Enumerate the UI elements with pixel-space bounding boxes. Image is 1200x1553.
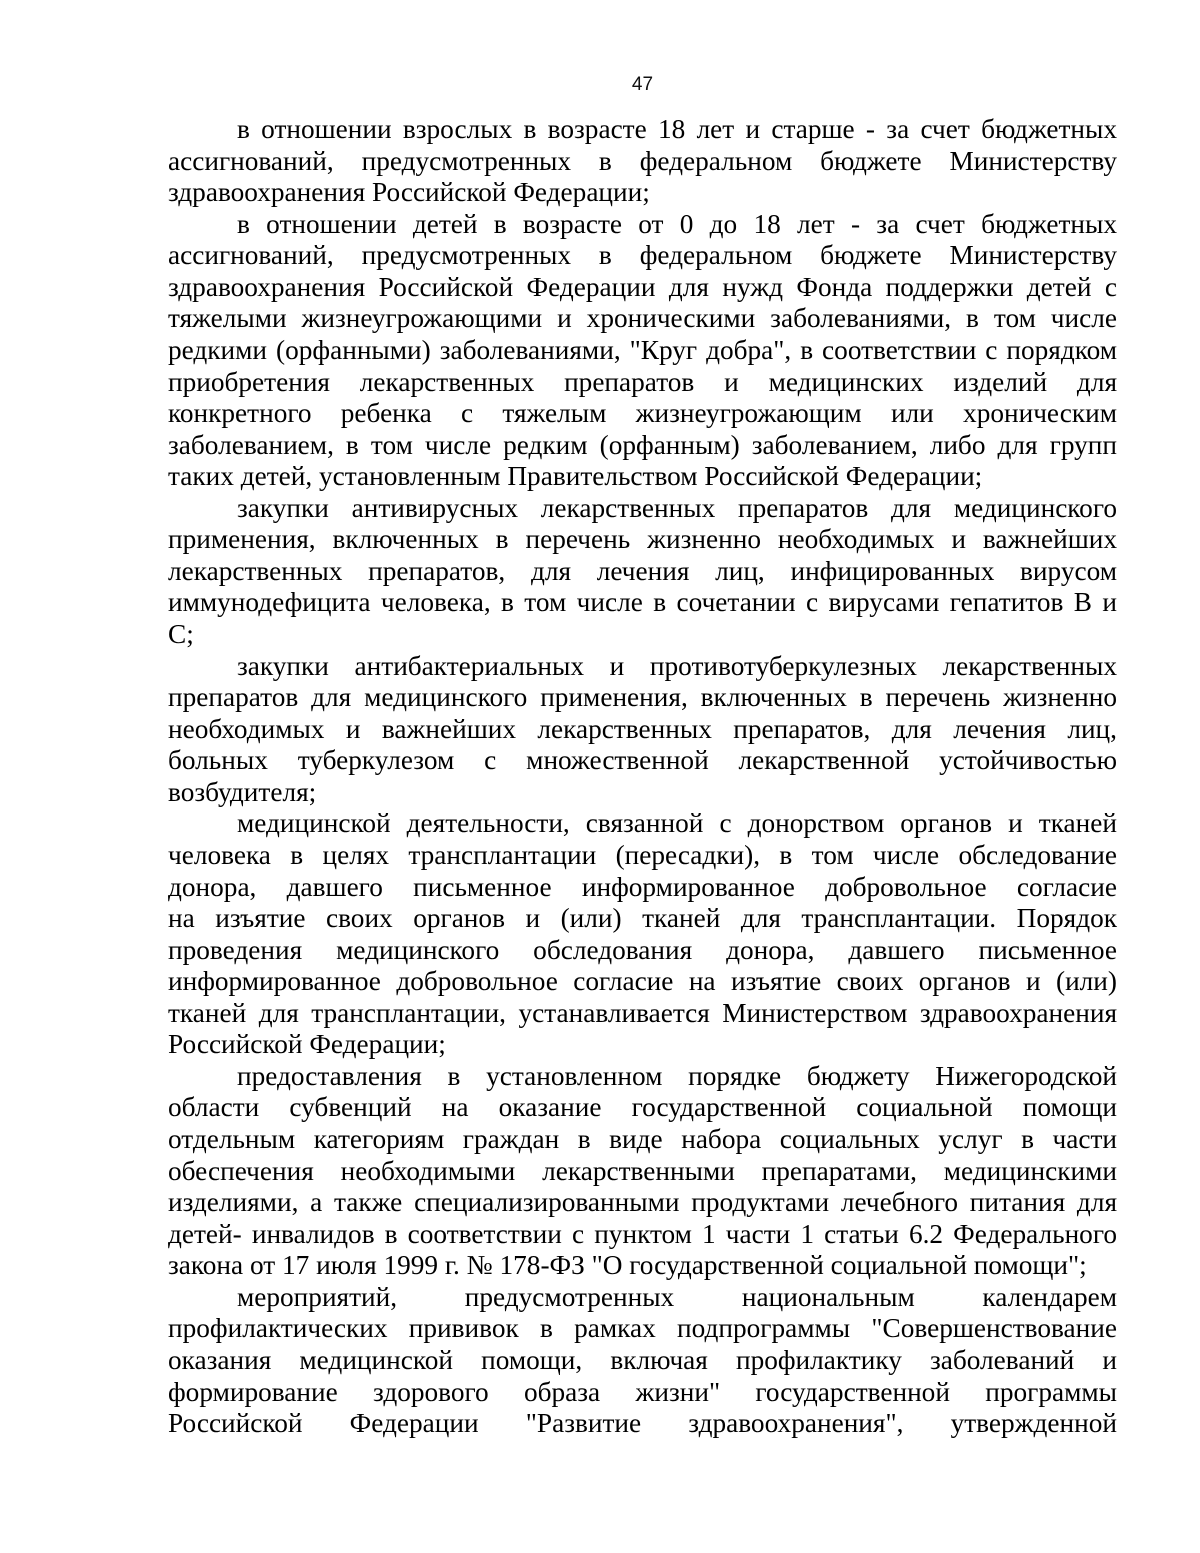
paragraph-children — [168, 209, 1117, 493]
paragraph-donation — [168, 808, 1117, 1061]
text-line: на изъятие своих органов и (или) тканей для трансплантации. Порядок — [168, 903, 1117, 934]
text-line: ассигнований, предусмотренных в федеральном бюджете Министерству — [168, 145, 1117, 176]
text-line: Российской Федерации "Развитие здравоохранения", утвержденной — [168, 1408, 1117, 1439]
text-line: формирование здорового образа жизни" государственной программы — [168, 1376, 1117, 1407]
text-line: закупки антибактериальных и противотуберкулезных лекарственных — [237, 650, 1117, 681]
text-line: тканей для трансплантации, устанавливается Министерством здравоохранения — [168, 997, 1117, 1028]
text-line: C; — [168, 619, 194, 649]
page-number: 47 — [631, 74, 654, 95]
text-line: проведения медицинского обследования донора, давшего письменное — [168, 934, 1117, 965]
text-line: оказания медицинской помощи, включая профилактику заболеваний и — [168, 1344, 1117, 1375]
document-body — [168, 114, 1117, 1440]
text-line: предоставления в установленном порядке бюджету Нижегородской — [237, 1060, 1117, 1091]
paragraph-antibacterial — [168, 651, 1117, 809]
text-line: конкретного ребенка с тяжелым жизнеугрожающим или хроническим — [168, 398, 1117, 429]
text-line: возбудителя; — [168, 776, 317, 807]
text-line: тяжелыми жизнеугрожающими и хроническими заболеваниями, в том числе — [168, 303, 1117, 334]
text-line: в отношении взрослых в возрасте 18 лет и старше - за счет бюджетных — [237, 114, 1117, 144]
text-line: донора, давшего письменное информированное добровольное согласие — [168, 871, 1117, 902]
paragraph-vaccination — [168, 1282, 1117, 1440]
paragraph-subventions — [168, 1061, 1117, 1282]
text-line: иммунодефицита человека, в том числе в сочетании с вирусами гепатитов B и — [168, 587, 1117, 618]
text-line: необходимых и важнейших лекарственных препаратов, для лечения лиц, — [168, 713, 1117, 744]
text-line: человека в целях трансплантации (пересадки), в том числе обследование — [168, 839, 1117, 870]
text-line: закупки антивирусных лекарственных препаратов для медицинского — [237, 492, 1117, 523]
text-line: изделиями, а также специализированными продуктами лечебного питания для — [168, 1187, 1117, 1218]
text-line: здравоохранения Российской Федерации для нужд Фонда поддержки детей с — [168, 271, 1117, 302]
text-line: ассигнований, предусмотренных в федеральном бюджете Министерству — [168, 240, 1117, 271]
paragraph-adults — [168, 114, 1117, 209]
text-line: приобретения лекарственных препаратов и медицинских изделий для — [168, 366, 1117, 397]
text-line: отдельным категориям граждан в виде набора социальных услуг в части — [168, 1124, 1117, 1154]
text-line: детей- инвалидов в соответствии с пунктом 1 части 1 статьи 6.2 Федерального — [168, 1218, 1117, 1249]
text-line: медицинской деятельности, связанной с донорством органов и тканей — [237, 808, 1117, 839]
text-line: области субвенций на оказание государственной социальной помощи — [168, 1092, 1117, 1123]
text-line: обеспечения необходимыми лекарственными препаратами, медицинскими — [168, 1155, 1117, 1186]
text-line: информированное добровольное согласие на изъятие своих органов и (или) — [168, 966, 1117, 997]
text-line: лекарственных препаратов, для лечения лиц, инфицированных вирусом — [168, 555, 1117, 586]
text-line: профилактических прививок в рамках подпрограммы "Совершенствование — [168, 1313, 1117, 1344]
text-line: применения, включенных в перечень жизненно необходимых и важнейших — [168, 524, 1117, 555]
text-line: препаратов для медицинского применения, включенных в перечень жизненно — [168, 682, 1117, 713]
text-line: мероприятий, предусмотренных национальным календарем — [237, 1281, 1117, 1312]
paragraph-antiviral — [168, 493, 1117, 651]
text-line: таких детей, установленным Правительством Российской Федерации; — [168, 461, 983, 492]
text-line: редкими (орфанными) заболеваниями, "Круг добра", в соответствии с порядком — [168, 334, 1117, 365]
text-line: Российской Федерации; — [168, 1029, 446, 1060]
text-line: здравоохранения Российской Федерации; — [168, 177, 650, 208]
text-line: заболеванием, в том числе редким (орфанным) заболеванием, либо для групп — [168, 429, 1117, 460]
text-line: закона от 17 июля 1999 г. № 178-ФЗ "О государственной социальной помощи"; — [168, 1250, 1087, 1281]
text-line: в отношении детей в возрасте от 0 до 18 лет - за счет бюджетных — [237, 208, 1117, 239]
text-line: больных туберкулезом с множественной лекарственной устойчивостью — [168, 745, 1117, 776]
